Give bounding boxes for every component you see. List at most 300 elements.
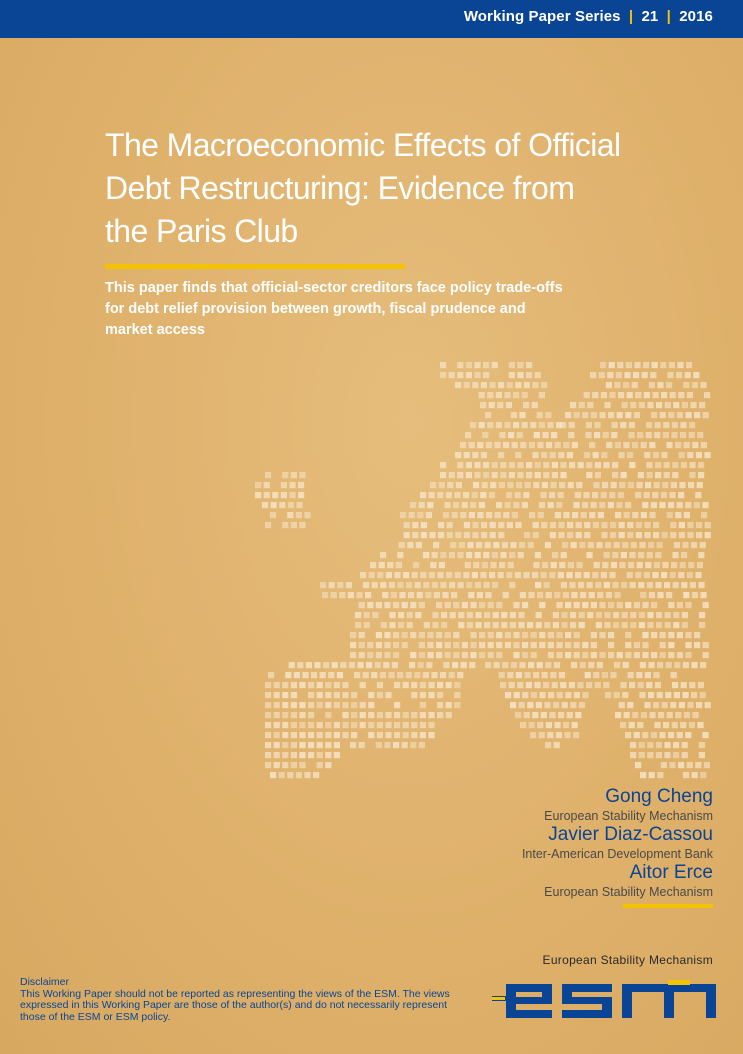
map-dot	[368, 722, 374, 728]
map-dot	[690, 582, 696, 588]
map-dot	[291, 742, 297, 748]
map-dot	[366, 662, 372, 668]
map-dot	[652, 492, 658, 498]
map-dot	[406, 672, 412, 678]
map-dot	[597, 592, 603, 598]
map-dot	[334, 742, 340, 748]
map-dot	[515, 382, 521, 388]
map-dot	[493, 542, 499, 548]
map-dot	[462, 642, 468, 648]
map-dot	[663, 722, 669, 728]
map-dot	[550, 482, 556, 488]
map-dot	[532, 572, 538, 578]
map-dot	[628, 482, 634, 488]
map-dot	[569, 582, 575, 588]
map-dot	[501, 612, 507, 618]
map-dot	[647, 582, 653, 588]
map-dot	[558, 492, 564, 498]
map-dot	[447, 532, 453, 538]
map-dot	[639, 402, 645, 408]
map-dot	[576, 532, 582, 538]
map-dot	[585, 432, 591, 438]
map-dot	[660, 412, 666, 418]
map-dot	[676, 372, 682, 378]
map-dot	[483, 552, 489, 558]
map-dot	[651, 732, 657, 738]
map-dot	[560, 422, 566, 428]
map-dot	[563, 442, 569, 448]
map-dot	[614, 592, 620, 598]
map-dot	[428, 732, 434, 738]
map-dot	[588, 542, 594, 548]
map-dot	[634, 362, 640, 368]
map-dot	[625, 642, 631, 648]
map-dot	[574, 692, 580, 698]
map-dot	[541, 522, 547, 528]
map-dot	[574, 632, 580, 638]
map-dot	[320, 582, 326, 588]
map-dot	[402, 602, 408, 608]
map-dot	[460, 512, 466, 518]
map-dot	[467, 622, 473, 628]
map-dot	[392, 662, 398, 668]
map-dot	[653, 522, 659, 528]
map-dot	[592, 572, 598, 578]
map-dot	[274, 752, 280, 758]
map-dot	[599, 602, 605, 608]
series-number: 21	[641, 8, 659, 25]
map-dot	[404, 532, 410, 538]
map-dot	[660, 642, 666, 648]
map-dot	[463, 572, 469, 578]
map-dot	[615, 442, 621, 448]
map-dot	[456, 482, 462, 488]
map-dot	[382, 592, 388, 598]
map-dot	[466, 462, 472, 468]
map-dot	[488, 652, 494, 658]
map-dot	[498, 572, 504, 578]
map-dot	[664, 582, 670, 588]
map-dot	[541, 572, 547, 578]
map-dot	[308, 732, 314, 738]
map-dot	[453, 652, 459, 658]
map-dot	[645, 562, 651, 568]
map-dot	[449, 372, 455, 378]
map-dot	[692, 442, 698, 448]
map-dot	[537, 662, 543, 668]
map-dot	[486, 512, 492, 518]
map-dot	[412, 532, 418, 538]
map-dot	[684, 442, 690, 448]
map-dot	[689, 682, 695, 688]
map-dot	[540, 492, 546, 498]
map-dot	[675, 512, 681, 518]
map-dot	[464, 532, 470, 538]
map-dot	[582, 602, 588, 608]
map-dot	[479, 422, 485, 428]
map-dot	[503, 512, 509, 518]
map-dot	[655, 582, 661, 588]
map-dot	[618, 452, 624, 458]
map-dot	[702, 502, 708, 508]
map-dot	[661, 492, 667, 498]
map-dot	[639, 752, 645, 758]
map-dot	[561, 622, 567, 628]
map-dot	[685, 652, 691, 658]
map-dot	[457, 672, 463, 678]
map-dot	[604, 622, 610, 628]
map-dot	[595, 462, 601, 468]
map-dot	[592, 492, 598, 498]
map-dot	[642, 652, 648, 658]
map-dot	[567, 712, 573, 718]
map-dot	[528, 662, 534, 668]
map-dot	[393, 632, 399, 638]
map-dot	[669, 762, 675, 768]
map-dot	[661, 392, 667, 398]
map-dot	[465, 432, 471, 438]
map-dot	[271, 502, 277, 508]
map-dot	[539, 392, 545, 398]
map-dot	[671, 482, 677, 488]
map-dot	[549, 712, 555, 718]
map-dot	[517, 372, 523, 378]
map-dot	[526, 462, 532, 468]
map-dot	[575, 712, 581, 718]
map-dot	[455, 572, 461, 578]
map-dot	[364, 622, 370, 628]
map-dot	[616, 372, 622, 378]
map-dot	[620, 682, 626, 688]
map-dot	[522, 692, 528, 698]
map-dot	[363, 672, 369, 678]
map-dot	[605, 692, 611, 698]
map-dot	[621, 552, 627, 558]
map-dot	[692, 712, 698, 718]
map-dot	[661, 452, 667, 458]
map-dot	[598, 512, 604, 518]
map-dot	[601, 532, 607, 538]
map-dot	[554, 592, 560, 598]
map-dot	[582, 652, 588, 658]
map-dot	[685, 632, 691, 638]
map-dot	[367, 642, 373, 648]
disclaimer-text: This Working Paper should not be reported as representing the views of the ESM. The views expressed in this Working Paper are those of the author(s) and do not necessarily represent those of the ESM or ESM policy.	[20, 987, 450, 1023]
map-dot	[561, 552, 567, 558]
map-dot	[683, 382, 689, 388]
map-dot	[274, 712, 280, 718]
map-dot	[602, 562, 608, 568]
map-dot	[565, 412, 571, 418]
author-affiliation: European Stability Mechanism	[544, 809, 713, 823]
map-dot	[334, 682, 340, 688]
map-dot	[360, 702, 366, 708]
map-dot	[447, 522, 453, 528]
map-dot	[492, 462, 498, 468]
map-dot	[696, 702, 702, 708]
map-dot	[359, 742, 365, 748]
map-dot	[662, 482, 668, 488]
map-dot	[541, 452, 547, 458]
map-dot	[635, 572, 641, 578]
map-dot	[526, 372, 532, 378]
map-dot	[678, 392, 684, 398]
map-dot	[615, 712, 621, 718]
map-dot	[430, 482, 436, 488]
map-dot	[632, 442, 638, 448]
map-dot	[274, 682, 280, 688]
map-dot	[694, 412, 700, 418]
map-dot	[409, 512, 415, 518]
map-dot	[515, 452, 521, 458]
map-dot	[299, 742, 305, 748]
map-dot	[510, 702, 516, 708]
map-dot	[516, 482, 522, 488]
map-dot	[655, 552, 661, 558]
map-dot	[574, 602, 580, 608]
map-dot	[622, 612, 628, 618]
map-dot	[553, 612, 559, 618]
map-dot	[629, 682, 635, 688]
map-dot	[488, 602, 494, 608]
map-dot	[644, 572, 650, 578]
map-dot	[680, 562, 686, 568]
map-dot	[556, 502, 562, 508]
map-dot	[372, 612, 378, 618]
map-dot	[569, 422, 575, 428]
title-line-1: The Macroeconomic Effects of Official	[105, 127, 621, 163]
map-dot	[279, 772, 285, 778]
map-dot	[580, 592, 586, 598]
map-dot	[394, 712, 400, 718]
map-dot	[548, 652, 554, 658]
map-dot	[445, 602, 451, 608]
map-dot	[582, 412, 588, 418]
map-dot	[562, 542, 568, 548]
map-dot	[590, 372, 596, 378]
map-dot	[649, 512, 655, 518]
map-dot	[584, 452, 590, 458]
map-dot	[617, 652, 623, 658]
map-dot	[558, 522, 564, 528]
title-line-2: Debt Restructuring: Evidence from	[105, 170, 575, 206]
map-dot	[264, 482, 270, 488]
map-dot	[440, 672, 446, 678]
map-dot	[533, 562, 539, 568]
map-dot	[654, 482, 660, 488]
map-dot	[505, 632, 511, 638]
map-dot	[496, 422, 502, 428]
map-dot	[393, 652, 399, 658]
map-dot	[457, 462, 463, 468]
map-dot	[519, 412, 525, 418]
map-dot	[526, 682, 532, 688]
map-dot	[561, 582, 567, 588]
map-dot	[420, 722, 426, 728]
map-dot	[302, 672, 308, 678]
map-dot	[536, 612, 542, 618]
map-dot	[695, 492, 701, 498]
map-dot	[452, 662, 458, 668]
map-dot	[680, 422, 686, 428]
map-dot	[389, 622, 395, 628]
map-dot	[568, 562, 574, 568]
map-dot	[436, 602, 442, 608]
map-dot	[586, 472, 592, 478]
map-dot	[614, 662, 620, 668]
map-dot	[505, 692, 511, 698]
map-dot	[367, 602, 373, 608]
map-dot	[291, 682, 297, 688]
map-dot	[323, 662, 329, 668]
map-dot	[296, 512, 302, 518]
map-dot	[490, 482, 496, 488]
map-dot	[623, 382, 629, 388]
map-dot	[631, 542, 637, 548]
map-dot	[651, 502, 657, 508]
map-dot	[418, 662, 424, 668]
map-dot	[654, 432, 660, 438]
map-dot	[483, 362, 489, 368]
map-dot	[665, 692, 671, 698]
map-dot	[424, 622, 430, 628]
map-dot	[665, 612, 671, 618]
map-dot	[411, 692, 417, 698]
map-dot	[299, 762, 305, 768]
map-dot	[360, 682, 366, 688]
map-dot	[445, 632, 451, 638]
map-dot	[579, 622, 585, 628]
map-dot	[334, 702, 340, 708]
map-dot	[696, 532, 702, 538]
map-dot	[485, 542, 491, 548]
map-dot	[574, 642, 580, 648]
map-dot	[606, 382, 612, 388]
map-dot	[470, 422, 476, 428]
map-dot	[670, 392, 676, 398]
map-dot	[647, 742, 653, 748]
map-dot	[282, 752, 288, 758]
map-dot	[325, 682, 331, 688]
map-dot	[625, 412, 631, 418]
map-dot	[419, 632, 425, 638]
map-dot	[657, 692, 663, 698]
map-dot	[479, 632, 485, 638]
map-dot	[255, 482, 261, 488]
map-dot	[404, 522, 410, 528]
map-dot	[342, 682, 348, 688]
map-dot	[602, 482, 608, 488]
map-dot	[511, 412, 517, 418]
map-dot	[552, 462, 558, 468]
map-dot	[357, 662, 363, 668]
map-dot	[700, 382, 706, 388]
map-dot	[291, 752, 297, 758]
map-dot	[657, 592, 663, 598]
map-dot	[498, 452, 504, 458]
map-dot	[599, 372, 605, 378]
map-dot	[426, 662, 432, 668]
map-dot	[662, 702, 668, 708]
map-dot	[651, 632, 657, 638]
map-dot	[538, 512, 544, 518]
map-dot	[434, 592, 440, 598]
map-dot	[668, 642, 674, 648]
map-dot	[612, 582, 618, 588]
map-dot	[551, 432, 557, 438]
map-dot	[562, 702, 568, 708]
map-dot	[399, 592, 405, 598]
map-dot	[642, 632, 648, 638]
map-dot	[450, 612, 456, 618]
map-dot	[702, 732, 708, 738]
map-dot	[492, 362, 498, 368]
map-dot	[617, 362, 623, 368]
map-dot	[599, 412, 605, 418]
map-dot	[662, 562, 668, 568]
map-dot	[665, 402, 671, 408]
map-dot	[641, 712, 647, 718]
map-dot	[485, 662, 491, 668]
map-dot	[532, 402, 538, 408]
map-dot	[348, 592, 354, 598]
map-dot	[642, 502, 648, 508]
map-dot	[613, 612, 619, 618]
map-dot	[693, 372, 699, 378]
map-dot	[685, 412, 691, 418]
map-dot	[668, 652, 674, 658]
map-dot	[617, 412, 623, 418]
map-dot	[612, 462, 618, 468]
map-dot	[664, 462, 670, 468]
map-dot	[342, 732, 348, 738]
map-dot	[644, 492, 650, 498]
map-dot	[581, 512, 587, 518]
map-dot	[411, 722, 417, 728]
map-dot	[468, 592, 474, 598]
map-dot	[475, 622, 481, 628]
map-dot	[523, 572, 529, 578]
map-dot	[483, 372, 489, 378]
map-dot	[593, 522, 599, 528]
map-dot	[265, 712, 271, 718]
map-dot	[570, 622, 576, 628]
map-dot	[397, 582, 403, 588]
map-dot	[668, 502, 674, 508]
map-dot	[677, 412, 683, 418]
map-dot	[673, 622, 679, 628]
map-dot	[656, 612, 662, 618]
map-dot	[528, 542, 534, 548]
map-dot	[462, 652, 468, 658]
map-dot	[609, 572, 615, 578]
map-dot	[399, 542, 405, 548]
map-dot	[494, 662, 500, 668]
map-dot	[543, 462, 549, 468]
map-dot	[440, 462, 446, 468]
map-dot	[556, 602, 562, 608]
map-dot	[380, 672, 386, 678]
map-dot	[557, 692, 563, 698]
map-dot	[638, 552, 644, 558]
map-dot	[317, 682, 323, 688]
map-dot	[455, 452, 461, 458]
map-dot	[299, 722, 305, 728]
map-dot	[692, 592, 698, 598]
map-dot	[668, 602, 674, 608]
map-dot	[308, 712, 314, 718]
map-dot	[452, 512, 458, 518]
